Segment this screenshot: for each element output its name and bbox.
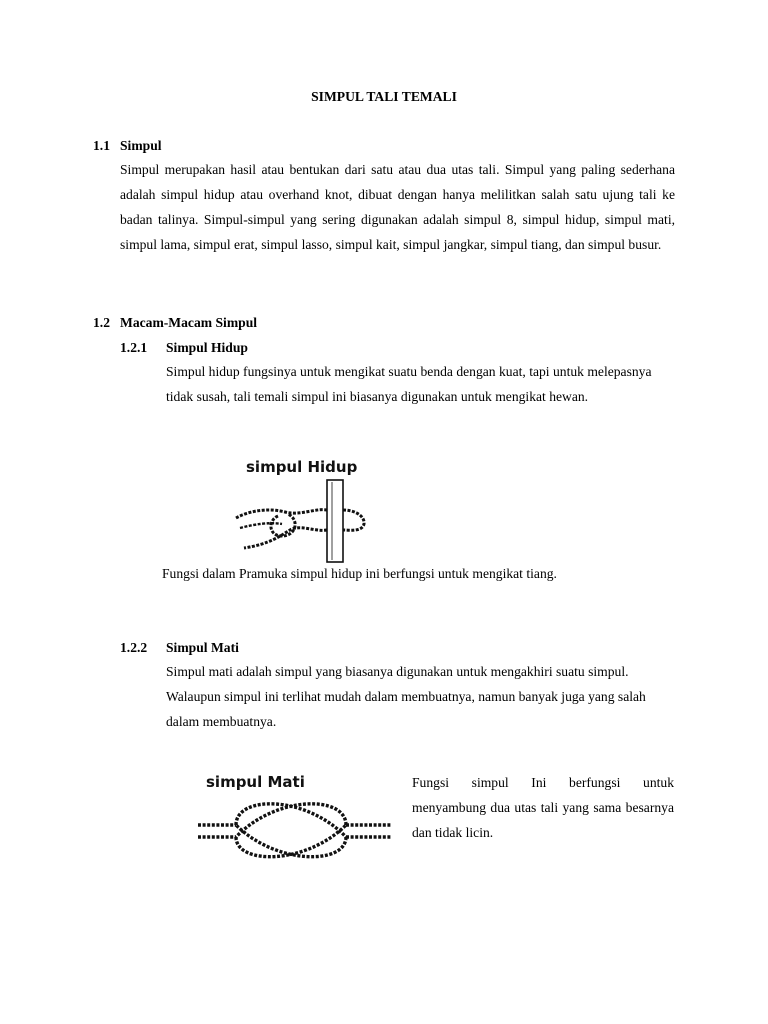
rope-loop: [271, 514, 295, 536]
rope-end: [240, 523, 282, 528]
simpul-mati-caption: Fungsi simpul Ini berfungsi untuk menyambung dua utas tali yang sama besarnya dan tidak licin.: [412, 775, 674, 840]
section-number: 1.2.1: [120, 340, 148, 355]
section-title: Simpul: [120, 138, 162, 153]
left-rope: [198, 825, 236, 837]
section-1-1-paragraph: Simpul merupakan hasil atau bentukan dari satu atau dua utas tali. Simpul yang paling sederhana adalah simpul hidup atau overhand knot, dibuat dengan hanya melilitkan salah satu ujung tali ke badan talinya. Simpul-simpul yang sering digunakan adalah simpul 8, simpul hidup, simpul mati, simpul lama, simpul erat, simpul lasso, simpul kait, simpul jangkar, simpul tiang, dan simpul busur.: [120, 162, 675, 252]
section-1-2-1-paragraph: Simpul hidup fungsinya untuk mengikat suatu benda dengan kuat, tapi untuk melepasnya tidak susah, tali temali simpul ini biasanya digunakan untuk mengikat hewan.: [166, 364, 652, 404]
simpul-hidup-illustration: [230, 450, 380, 570]
section-1-2-1-heading: [120, 340, 248, 356]
section-title: Simpul Hidup: [166, 340, 248, 355]
pole-shape: [327, 480, 343, 562]
simpul-hidup-label: simpul Hidup: [246, 458, 358, 476]
rope-shape: [236, 510, 364, 548]
simpul-hidup-caption: Fungsi dalam Pramuka simpul hidup ini berfungsi untuk mengikat tiang.: [162, 566, 557, 581]
knot-loop-outer: [236, 804, 346, 857]
document-title: SIMPUL TALI TEMALI: [311, 89, 457, 104]
section-number: 1.2: [93, 315, 110, 330]
simpul-mati-label: simpul Mati: [206, 773, 305, 791]
simpul-mati-illustration: [196, 765, 396, 865]
section-1-2-heading: [93, 315, 257, 331]
section-1-1-heading: [93, 138, 162, 154]
right-rope: [346, 825, 392, 837]
section-1-2-2-heading: [120, 640, 239, 656]
section-number: 1.2.2: [120, 640, 148, 655]
section-1-2-2-paragraph: Simpul mati adalah simpul yang biasanya digunakan untuk mengakhiri suatu simpul. Walaupun simpul ini terlihat mudah dalam membuatnya, namun banyak juga yang salah dalam membuatnya.: [166, 664, 646, 729]
section-number: 1.1: [93, 138, 110, 153]
section-title: Simpul Mati: [166, 640, 239, 655]
section-title: Macam-Macam Simpul: [120, 315, 258, 330]
knot-loop-inner: [236, 804, 346, 857]
